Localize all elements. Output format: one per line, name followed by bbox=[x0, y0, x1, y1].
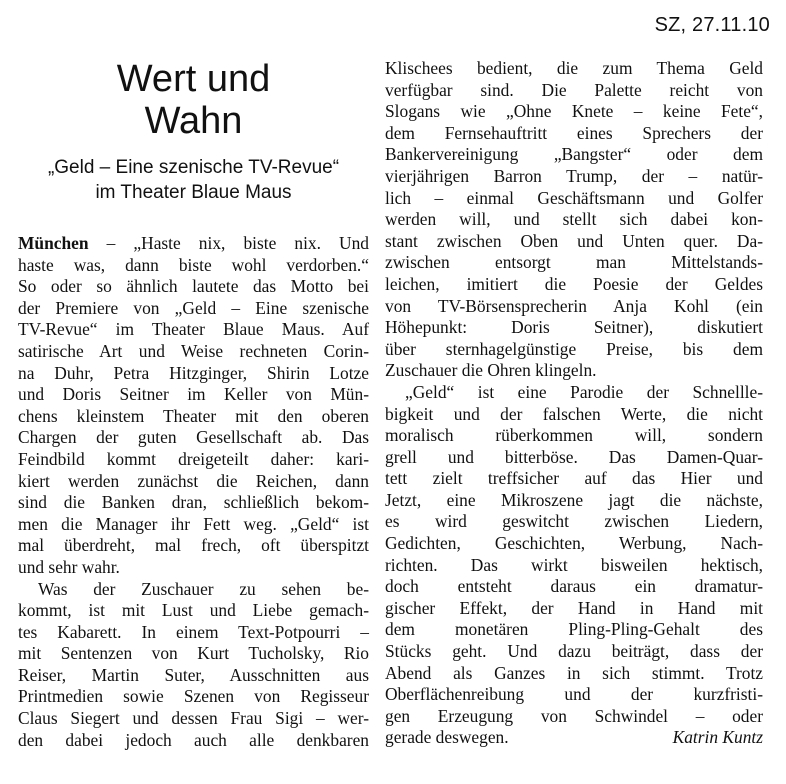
dateline: München bbox=[18, 233, 89, 253]
body-line: Printmedien sowie Szenen von Regisseur bbox=[18, 686, 369, 707]
body-line: bigkeit und der falschen Werte, die nicht bbox=[385, 403, 763, 424]
subheadline bbox=[18, 155, 369, 205]
body-line: kommt, ist mit Lust und Liebe gemach- bbox=[18, 600, 369, 621]
author-byline: Katrin Kuntz bbox=[672, 727, 763, 748]
body-line: richten. Das wirkt bisweilen hektisch, bbox=[385, 554, 763, 575]
body-line: kiert werden zunächst die Reichen, dann bbox=[18, 470, 369, 491]
body-line: moralisch rüberkommen will, sondern bbox=[385, 425, 763, 446]
body-line: grell und bitterböse. Das Damen-Quar- bbox=[385, 446, 763, 467]
body-line: tett zielt treffsicher auf das Hier und bbox=[385, 468, 763, 489]
article-right-column bbox=[385, 58, 763, 749]
body-line: lich – einmal Geschäftsmann und Golfer bbox=[385, 187, 763, 208]
headline-line-2: Wahn bbox=[144, 100, 243, 142]
body-line bbox=[18, 233, 369, 255]
body-line: der Premiere von „Geld – Eine szenische bbox=[18, 297, 369, 318]
body-line: Klischees bedient, die zum Thema Geld bbox=[385, 58, 763, 78]
body-line: Feindbild kommt dreigeteilt daher: kari- bbox=[18, 448, 369, 469]
body-line: TV-Revue“ im Theater Blaue Maus. Auf bbox=[18, 319, 369, 340]
body-line: werden will, und stellt sich dabei kon- bbox=[385, 209, 763, 230]
body-line: stant zwischen Oben und Unten quer. Da- bbox=[385, 230, 763, 251]
headline-line-1: Wert und bbox=[116, 58, 271, 100]
body-line: es wird geswitcht zwischen Liedern, bbox=[385, 511, 763, 532]
body-line: und Doris Seitner im Keller von Mün- bbox=[18, 384, 369, 405]
subheadline-line-1: „Geld – Eine szenische TV-Revue“ bbox=[47, 157, 340, 178]
body-line: dem Fernsehauftritt eines Sprechers der bbox=[385, 122, 763, 143]
body-line: verfügbar sind. Die Palette reicht von bbox=[385, 79, 763, 100]
body-line: Reiser, Martin Suter, Ausschnitten aus bbox=[18, 664, 369, 685]
body-line: Oberflächenreibung und der kurzfristi- bbox=[385, 684, 763, 705]
body-line: haste was, dann biste wohl verdorben.“ bbox=[18, 254, 369, 275]
body-line: Jetzt, eine Mikroszene jagt die nächste, bbox=[385, 489, 763, 510]
body-line: doch entsteht daraus ein dramatur- bbox=[385, 576, 763, 597]
body-line: So oder so ähnlich lautete das Motto bei bbox=[18, 276, 369, 297]
body-line: chens kleinstem Theater mit den oberen bbox=[18, 405, 369, 426]
body-line: sind die Banken dran, schließlich bekom- bbox=[18, 492, 369, 513]
body-line-text: – „Haste nix, biste nix. Und bbox=[88, 233, 369, 253]
body-line: mal überdreht, mal frech, oft überspitzt bbox=[18, 535, 369, 556]
body-line: über sternhagelgünstige Preise, bis dem bbox=[385, 338, 763, 359]
headline bbox=[18, 58, 369, 142]
body-line: den dabei jedoch auch alle denkbaren bbox=[18, 729, 369, 750]
body-line: Höhepunkt: Doris Seitner), diskutiert bbox=[385, 317, 763, 338]
body-line: von TV-Börsensprecherin Anja Kohl (ein bbox=[385, 295, 763, 316]
body-line: na Duhr, Petra Hitzginger, Shirin Lotze bbox=[18, 362, 369, 383]
closing-line bbox=[385, 727, 763, 749]
body-line: Bankervereinigung „Bangster“ oder dem bbox=[385, 144, 763, 165]
subheadline-line-2: im Theater Blaue Maus bbox=[95, 182, 292, 203]
body-line: zwischen entsorgt man Mittelstands- bbox=[385, 252, 763, 273]
body-line: men die Manager ihr Fett weg. „Geld“ ist bbox=[18, 513, 369, 534]
body-line: und sehr wahr. bbox=[18, 556, 120, 577]
body-line: Claus Siegert und dessen Frau Sigi – wer- bbox=[18, 708, 369, 729]
body-line-text: gerade deswegen. bbox=[385, 727, 509, 748]
body-line: Gedichten, Geschichten, Werbung, Nach- bbox=[385, 533, 763, 554]
body-line: mit Sentenzen von Kurt Tucholsky, Rio bbox=[18, 643, 369, 664]
body-line: gen Erzeugung von Schwindel – oder bbox=[385, 705, 763, 726]
body-line: tes Kabarett. In einem Text-Potpourri – bbox=[18, 621, 369, 642]
body-line: Stücks geht. Und dazu beiträgt, dass der bbox=[385, 641, 763, 662]
body-line: Slogans wie „Ohne Knete – keine Fete“, bbox=[385, 101, 763, 122]
source-citation: SZ, 27.11.10 bbox=[654, 14, 770, 36]
body-line: Zuschauer die Ohren klingeln. bbox=[385, 360, 597, 381]
body-line: leichen, imitiert die Poesie der Geldes bbox=[385, 273, 763, 294]
body-line: Abend als Ganzes in sich stimmt. Trotz bbox=[385, 662, 763, 683]
body-line: Was der Zuschauer zu sehen be- bbox=[38, 578, 369, 599]
body-line: dem monetären Pling-Pling-Gehalt des bbox=[385, 619, 763, 640]
body-line: satirische Art und Weise rechneten Corin- bbox=[18, 340, 369, 361]
body-line: gischer Effekt, der Hand in Hand mit bbox=[385, 597, 763, 618]
body-line: „Geld“ ist eine Parodie der Schnellle- bbox=[405, 381, 763, 402]
article-left-column bbox=[18, 58, 369, 751]
body-line: vierjährigen Barron Trump, der – natür- bbox=[385, 165, 763, 186]
body-line: Chargen der guten Gesellschaft ab. Das bbox=[18, 427, 369, 448]
